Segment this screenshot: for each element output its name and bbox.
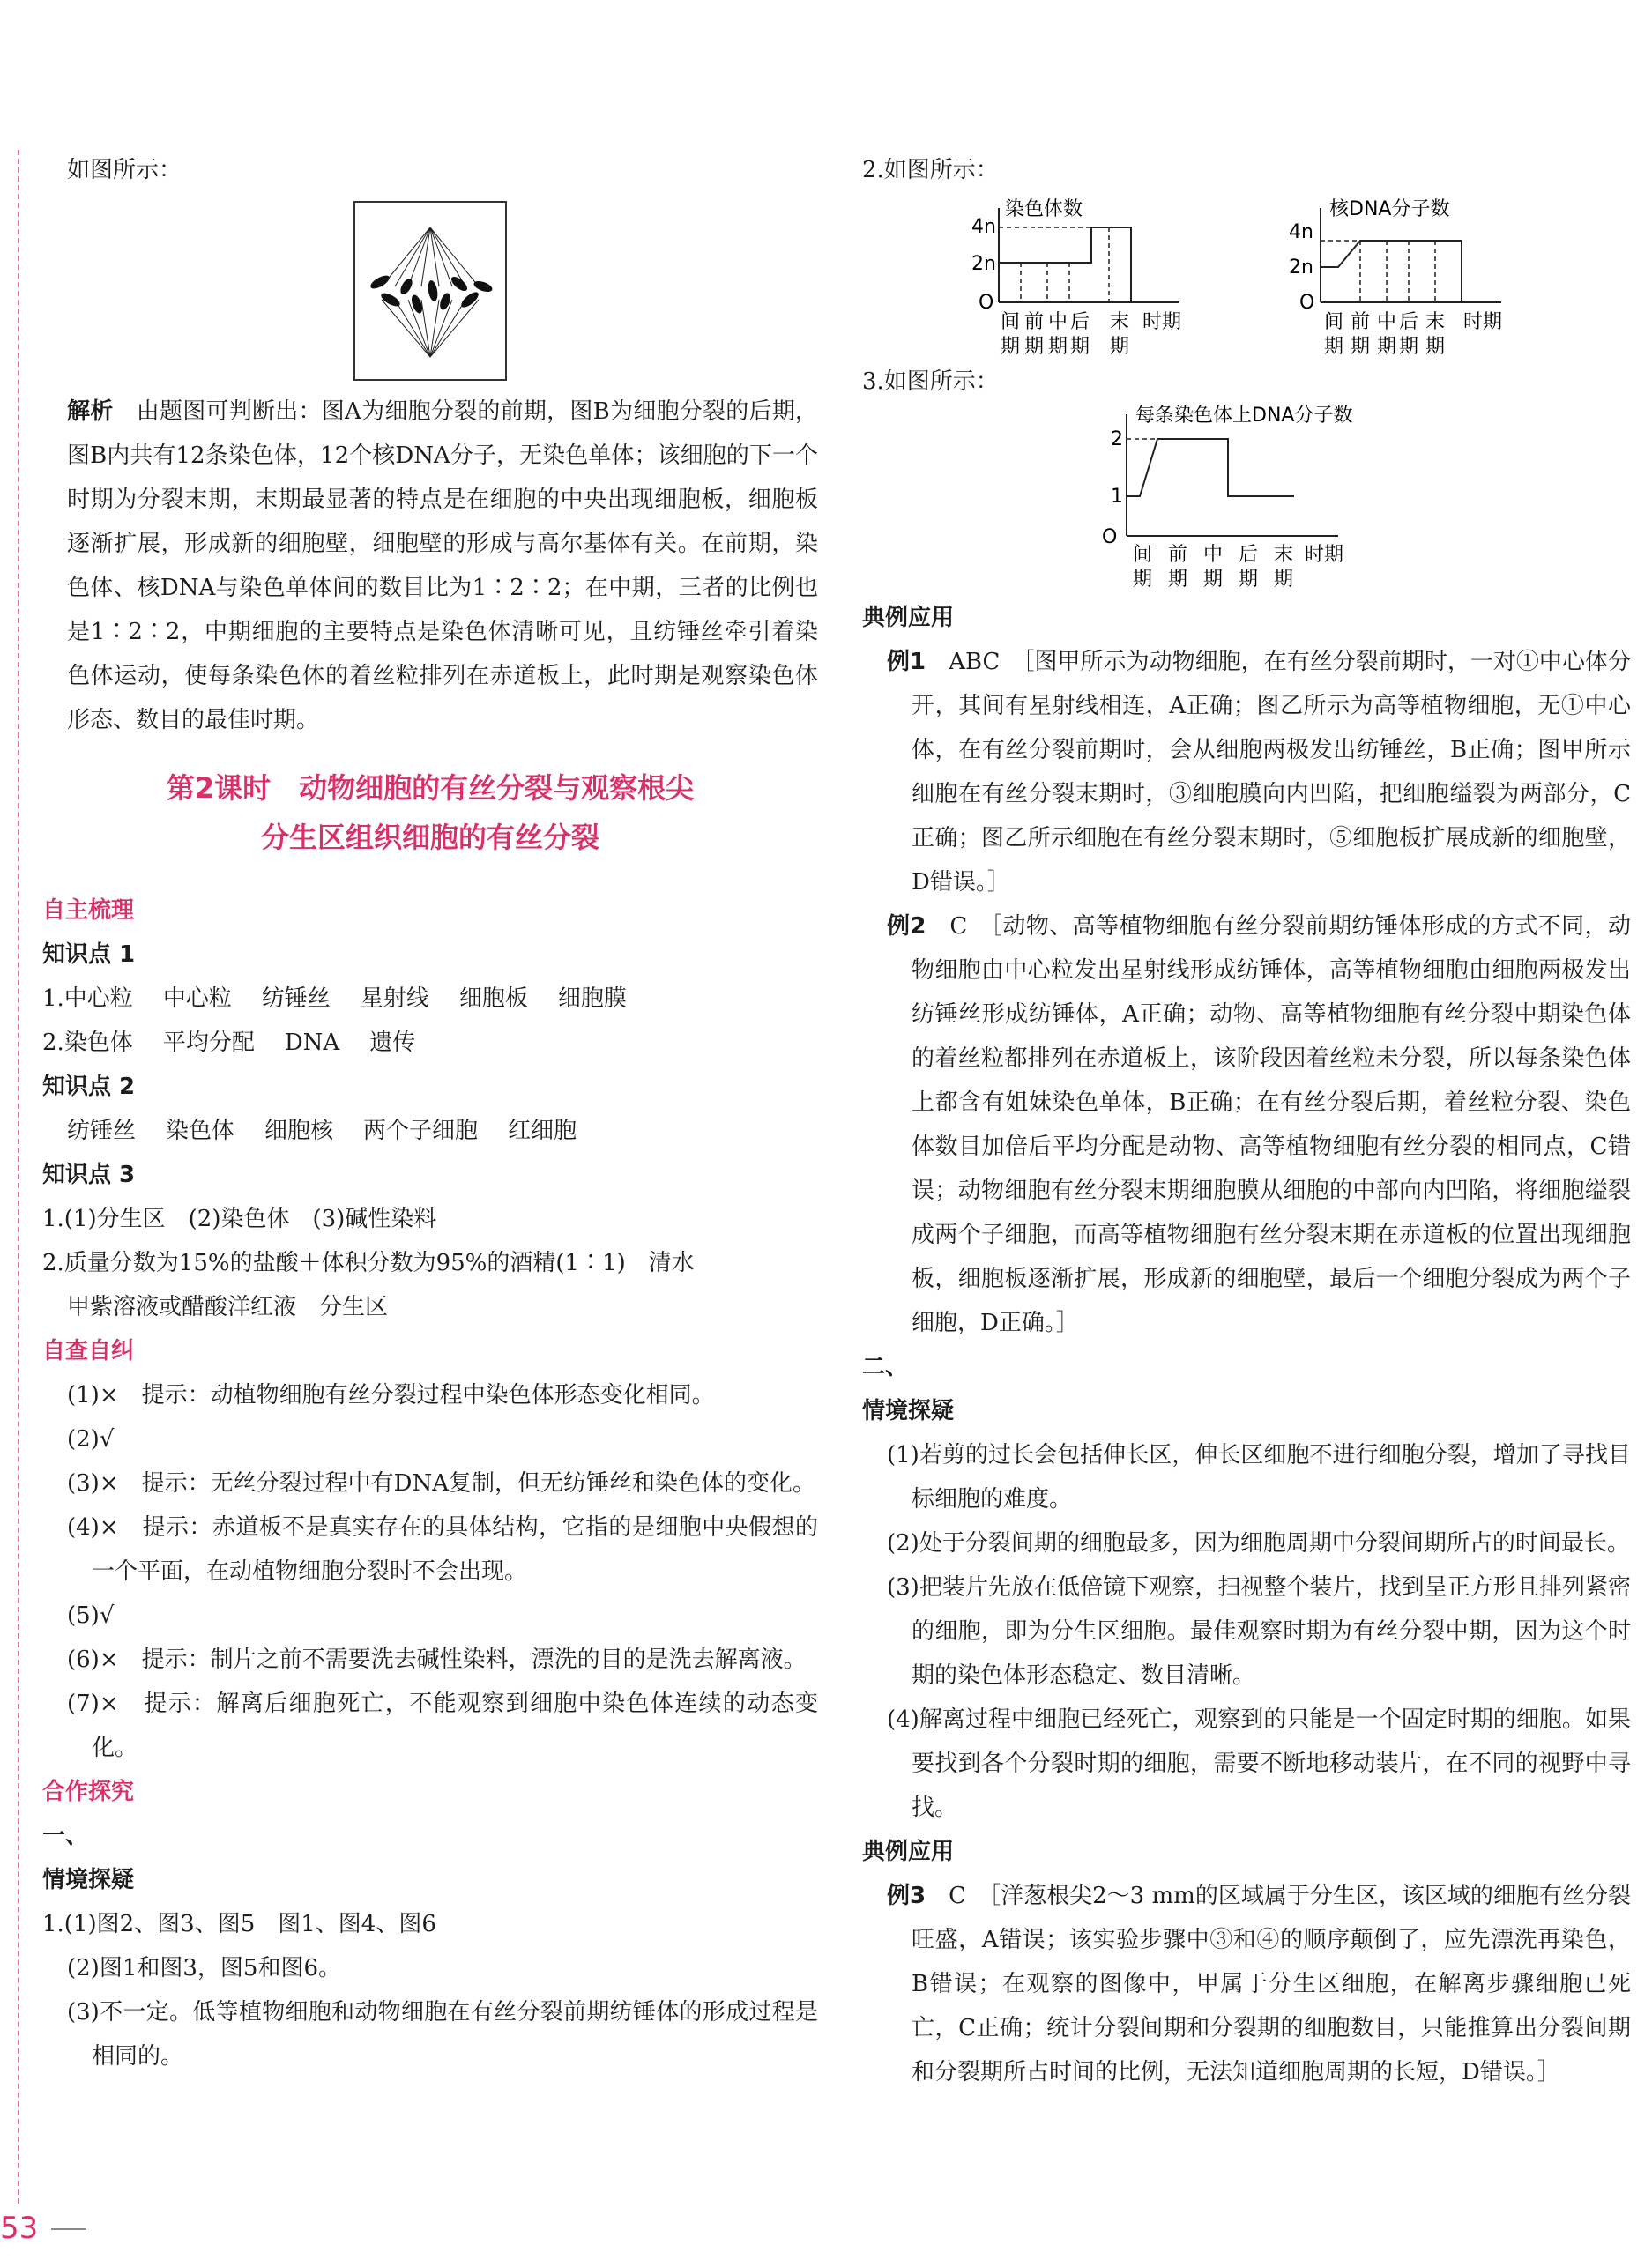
kp2-item: 两个子细胞	[363, 1118, 479, 1144]
knowledge-point-3: 知识点 3	[42, 1162, 136, 1188]
chart2-xtick: 期	[1425, 336, 1446, 358]
kp1-line-1	[42, 977, 818, 1021]
section-zicha: 自查自纠	[42, 1338, 135, 1364]
kp1-item: 中心粒	[162, 985, 232, 1012]
example-1-answer: ABC	[949, 649, 1001, 675]
example-3-label: 例3	[887, 1883, 926, 1909]
qingjing-answer-1: 1.(1)图2、图3、图5 图1、图4、图6	[42, 1911, 436, 1937]
kp1-item: DNA	[284, 1030, 340, 1056]
chart1-xtick: 中	[1047, 311, 1068, 333]
qingjing-answer-2: (2)图1和图3，图5和图6。	[67, 1955, 341, 1981]
kp1-item: 纺锤丝	[261, 985, 331, 1012]
example-1	[862, 640, 1631, 904]
chart3-xtick: 前	[1167, 544, 1188, 566]
chart3-xtick: 末	[1273, 544, 1294, 566]
chart1-title: 染色体数	[1005, 198, 1083, 220]
kp1-item: 1.中心粒	[42, 985, 133, 1012]
zicha-item-5: (5)√	[67, 1602, 115, 1629]
chart3-xtick: 期	[1202, 569, 1224, 591]
right-column	[862, 148, 1631, 2094]
chart1-xtick: 期	[1109, 336, 1130, 358]
kp3-line-3: 甲紫溶液或醋酸洋红液 分生区	[67, 1294, 389, 1320]
section-hezuo: 合作探究	[42, 1779, 135, 1805]
column-divider	[18, 150, 19, 2204]
knowledge-point-1: 知识点 1	[42, 941, 136, 968]
chart2-xtick: 后	[1398, 311, 1419, 333]
kp1-item: 遗传	[369, 1030, 416, 1056]
kp1-item: 细胞膜	[557, 985, 627, 1012]
example-2	[862, 904, 1631, 1345]
qingjing-answer-3: (3)不一定。低等植物细胞和动物细胞在有丝分裂前期纺锤体的形成过程是相同的。	[67, 1999, 818, 2070]
chart1-ytick: O	[979, 292, 994, 314]
chart1-xtick: 前	[1023, 311, 1045, 333]
example-3-text: ［洋葱根尖2～3 mm的区域属于分生区，该区域的细胞有丝分裂旺盛，A错误；该实验步骤中③和④的顺序颠倒了，应先漂洗再染色，B错误；在观察的图像中，甲属于分生区细胞，在解离步骤细胞已死亡，C正确；统计分裂间期和分裂期的细胞数目，只能推算出分裂间期和分裂期所占时间的比例，无法知道细胞周期的长短，D错误。］	[912, 1883, 1631, 2085]
example-1-label: 例1	[887, 649, 926, 675]
chart1-xtick: 间	[1000, 311, 1021, 333]
chart2-xtick: 末	[1425, 311, 1446, 333]
example-1-text: ［图甲所示为动物细胞，在有丝分裂前期时，一对①中心体分开，其间有星射线相连，A正确；图乙所示为高等植物细胞，无①中心体，在有丝分裂前期时，会从细胞两极发出纺锤丝，B正确；图甲所示细胞在有丝分裂末期时，③细胞膜向内凹陷，把细胞缢裂为两部分，C正确；图乙所示细胞在有丝分裂末期时，⑤细胞板扩展成新的细胞壁，D错误。］	[912, 649, 1631, 896]
chart3-ytick: O	[1102, 526, 1118, 548]
lesson-title-line-1: 第2课时 动物细胞的有丝分裂与观察根尖	[166, 771, 695, 805]
chart3-xtick: 后	[1238, 544, 1259, 566]
chart3-ytick: 2	[1111, 428, 1123, 450]
zicha-item-3: (3)× 提示：无丝分裂过程中有DNA复制，但无纺锤丝和染色体的变化。	[67, 1470, 815, 1497]
zicha-item-4: (4)× 提示：赤道板不是真实存在的具体结构，它指的是细胞中央假想的一个平面，在动植物细胞分裂时不会出现。	[67, 1514, 818, 1585]
nuclear-dna-chart	[1285, 192, 1559, 360]
qingjing-2-answer-3: (3)把装片先放在低倍镜下观察，扫视整个装片，找到呈正方形且排列紧密的细胞，即为分生区细胞。最佳观察时期为有丝分裂中期，因为这个时期的染色体形态稳定、数目清晰。	[887, 1574, 1631, 1689]
chart2-xtick: 期	[1376, 336, 1397, 358]
kp1-item: 平均分配	[162, 1030, 255, 1056]
example-3-answer: C	[949, 1883, 967, 1909]
analysis-label: 解析	[67, 398, 114, 425]
chromosome-count-chart	[968, 192, 1232, 360]
chart3-ytick: 1	[1111, 486, 1123, 508]
chart3-xtick: 间	[1132, 544, 1153, 566]
chart3-xtick: 期	[1167, 569, 1188, 591]
chart2-xtick: 期	[1323, 336, 1344, 358]
chart2-xtick: 间	[1323, 311, 1344, 333]
zicha-item-6: (6)× 提示：制片之前不需要洗去碱性染料，漂洗的目的是洗去解离液。	[67, 1647, 807, 1673]
dna-per-chromosome-chart	[1100, 395, 1400, 596]
chart3-xtick: 期	[1132, 569, 1153, 591]
chart2-ytick: 4n	[1289, 221, 1313, 243]
kp1-line-2	[42, 1021, 818, 1065]
cell-division-figure	[353, 201, 507, 381]
chart3-xtick: 中	[1202, 544, 1224, 566]
section-dianli: 典例应用	[862, 605, 955, 631]
chart1-xtick: 后	[1069, 311, 1090, 333]
kp3-line-1: 1.(1)分生区 (2)染色体 (3)碱性染料	[42, 1206, 437, 1232]
section-dianli-2: 典例应用	[862, 1839, 955, 1865]
chart1-xtick: 期	[1047, 336, 1068, 358]
chart1-ytick: 4n	[971, 216, 996, 238]
chart1-xtick: 期	[1023, 336, 1045, 358]
figure-intro: 如图所示：	[67, 157, 182, 183]
example-3	[862, 1874, 1631, 2094]
kp1-item: 细胞板	[458, 985, 528, 1012]
kp1-item: 2.染色体	[42, 1030, 133, 1056]
zicha-item-2: (2)√	[67, 1426, 115, 1453]
kp3-line-2: 2.质量分数为15%的盐酸＋体积分数为95%的酒精(1∶1) 清水	[42, 1250, 695, 1276]
chart3-series-line	[1127, 439, 1294, 496]
lesson-title	[42, 763, 818, 862]
chart1-xtick: 期	[1000, 336, 1021, 358]
chart2-xtick: 前	[1350, 311, 1371, 333]
example-2-label: 例2	[887, 913, 926, 940]
qingjing-2-answer-2: (2)处于分裂间期的细胞最多，因为细胞周期中分裂间期所占的时间最长。	[887, 1530, 1630, 1557]
chart1-xlabel: 时期	[1142, 311, 1182, 333]
page-number-dash	[51, 2228, 86, 2230]
section-zizhu: 自主梳理	[42, 897, 135, 924]
analysis-text: 由题图可判断出：图A为细胞分裂的前期，图B为细胞分裂的后期，图B内共有12条染色体，12个核DNA分子，无染色单体；该细胞的下一个时期为分裂末期，末期最显著的特点是在细胞的中央出现细胞板，细胞板逐渐扩展，形成新的细胞壁，细胞壁的形成与高尔基体有关。在前期，染色体、核DNA与染色单体间的数目比为1∶2∶2；在中期，三者的比例也是1∶2∶2，中期细胞的主要特点是染色体清晰可见，且纺锤丝牵引着染色体运动，使每条染色体的着丝粒排列在赤道板上，此时期是观察染色体形态、数目的最佳时期。	[67, 398, 818, 733]
section-qingjing: 情境探疑	[42, 1867, 135, 1893]
chart2-xtick: 中	[1376, 311, 1397, 333]
chart2-xlabel: 时期	[1463, 311, 1503, 333]
zicha-item-7: (7)× 提示：解离后细胞死亡，不能观察到细胞中染色体连续的动态变化。	[67, 1691, 818, 1761]
chart-row	[862, 192, 1631, 360]
chart2-xtick: 期	[1350, 336, 1371, 358]
chart3-xtick: 期	[1273, 569, 1294, 591]
part-two: 二、	[862, 1354, 909, 1380]
example-2-answer: C	[949, 913, 968, 940]
chart1-ytick: 2n	[971, 253, 996, 275]
chart1-xtick: 期	[1069, 336, 1090, 358]
part-one: 一、	[42, 1823, 89, 1849]
chart2-xtick: 期	[1398, 336, 1419, 358]
figure-2-intro: 2.如图所示：	[862, 157, 999, 183]
kp2-item: 染色体	[166, 1118, 235, 1144]
left-column	[42, 148, 818, 2078]
figure-3-intro: 3.如图所示：	[862, 368, 999, 395]
qingjing-2-answer-1: (1)若剪的过长会包括伸长区，伸长区细胞不进行细胞分裂，增加了寻找目标细胞的难度。	[887, 1442, 1631, 1513]
analysis-paragraph	[42, 390, 818, 742]
zicha-item-1: (1)× 提示：动植物细胞有丝分裂过程中染色体形态变化相同。	[67, 1382, 715, 1409]
chart2-title: 核DNA分子数	[1329, 198, 1450, 220]
kp1-item: 星射线	[360, 985, 429, 1012]
chart2-series-line	[1321, 241, 1462, 302]
page-number: 53	[0, 2211, 39, 2246]
kp2-item: 纺锤丝	[67, 1118, 137, 1144]
chart3-title: 每条染色体上DNA分子数	[1135, 405, 1353, 427]
kp2-item: 细胞核	[264, 1118, 334, 1144]
chart1-xtick: 末	[1109, 311, 1130, 333]
example-2-text: ［动物、高等植物细胞有丝分裂前期纺锤体形成的方式不同，动物细胞由中心粒发出星射线形成纺锤体，高等植物细胞由细胞两极发出纺锤丝形成纺锤体，A正确；动物、高等植物细胞有丝分裂中期染色体的着丝粒都排列在赤道板上，该阶段因着丝粒未分裂，所以每条染色体上都含有姐妹染色单体，B正确；在有丝分裂后期，着丝粒分裂、染色体数目加倍后平均分配是动物、高等植物细胞有丝分裂的相同点，C错误；动物细胞有丝分裂末期细胞膜从细胞的中部向内凹陷，将细胞缢裂成两个子细胞，而高等植物细胞有丝分裂末期在赤道板的位置出现细胞板，细胞板逐渐扩展，形成新的细胞壁，最后一个细胞分裂成为两个子细胞，D正确。］	[912, 913, 1631, 1336]
lesson-title-line-2: 分生区组织细胞的有丝分裂	[260, 821, 599, 854]
kp2-line-1	[42, 1109, 818, 1153]
kp2-item: 红细胞	[508, 1118, 577, 1144]
chart2-ytick: 2n	[1289, 256, 1313, 279]
qingjing-2-answer-4: (4)解离过程中细胞已经死亡，观察到的只能是一个固定时期的细胞。如果要找到各个分裂时期的细胞，需要不断地移动装片，在不同的视野中寻找。	[887, 1706, 1631, 1821]
chart3-xlabel: 时期	[1305, 544, 1344, 566]
chart3-xtick: 期	[1238, 569, 1259, 591]
chart3-wrap	[862, 404, 1631, 596]
chart1-series-line	[999, 227, 1131, 302]
knowledge-point-2: 知识点 2	[42, 1074, 136, 1100]
chart2-ytick: O	[1299, 292, 1315, 314]
section-qingjing-2: 情境探疑	[862, 1398, 955, 1424]
